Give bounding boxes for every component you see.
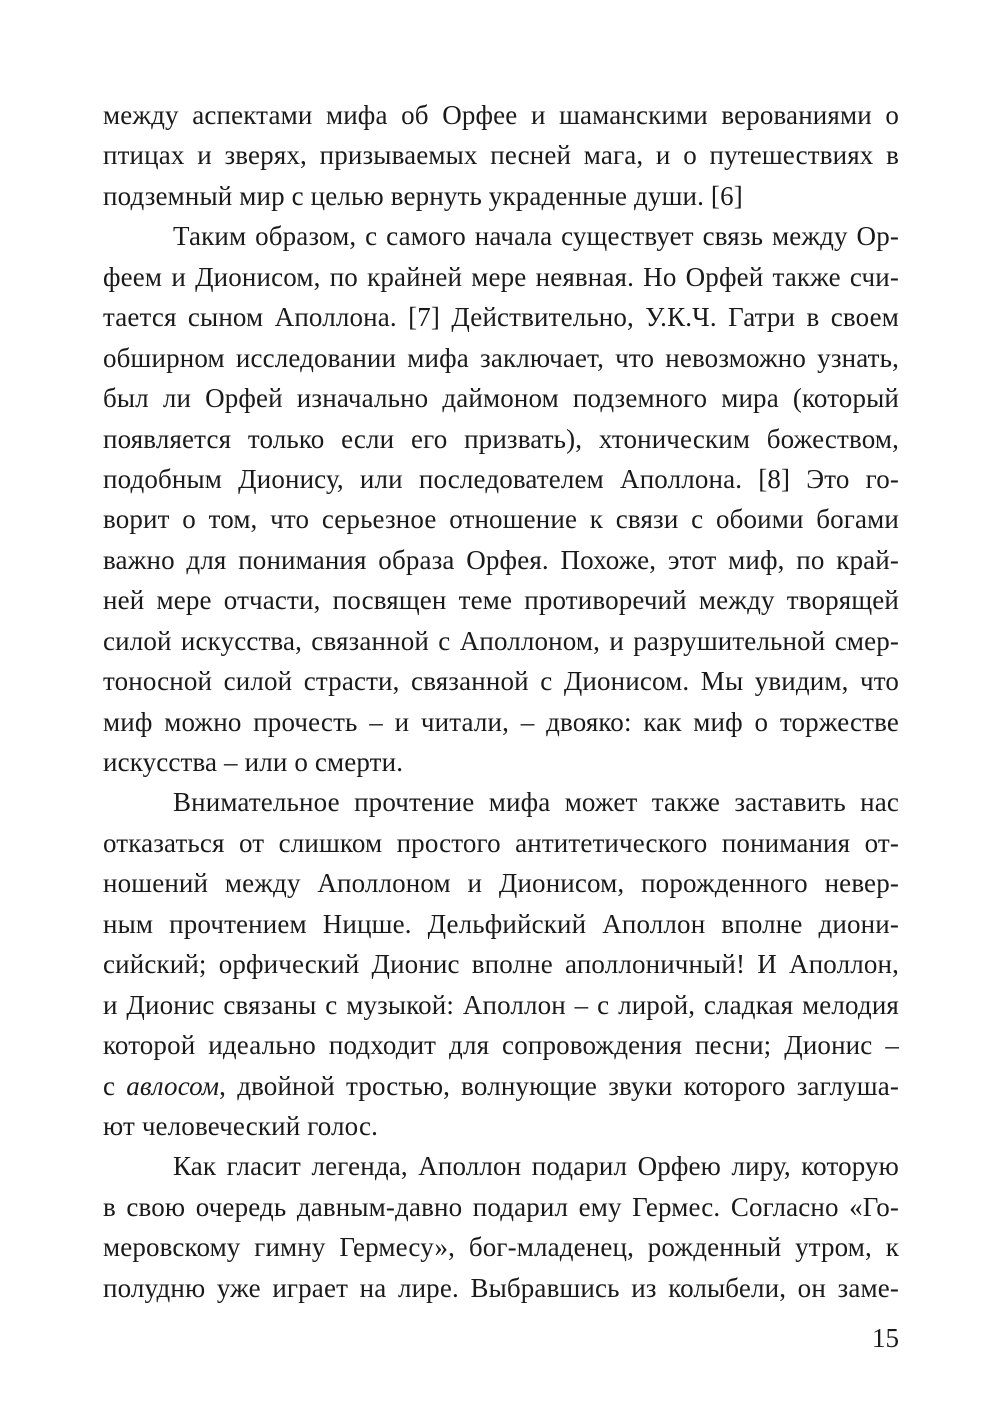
text-line: ным прочтением Ницше. Дельфийский Аполлон вполне диони- bbox=[103, 908, 899, 939]
text-line: ношений между Аполлоном и Дионисом, порожденного невер- bbox=[103, 868, 899, 899]
paragraph bbox=[103, 782, 899, 1146]
paragraph bbox=[103, 95, 899, 216]
text-line bbox=[103, 1066, 899, 1106]
text-line: полудню уже играет на лире. Выбравшись из колыбели, он заме- bbox=[103, 1272, 899, 1303]
paragraph bbox=[103, 216, 899, 782]
text-line: подобным Дионису, или последователем Аполлона. [8] Это го- bbox=[103, 463, 899, 494]
text-line: тается сыном Аполлона. [7] Действительно, У.К.Ч. Гатри в своем bbox=[103, 302, 899, 333]
text-line: меровскому гимну Гермесу», бог-младенец, рожденный утром, к bbox=[103, 1232, 899, 1263]
text-line: тоносной силой страсти, связанной с Дионисом. Мы увидим, что bbox=[103, 666, 899, 697]
text-line: миф можно прочесть – и читали, – двояко: как миф о торжестве bbox=[103, 706, 899, 737]
text-line: Внимательное прочтение мифа может также заставить нас bbox=[173, 787, 899, 818]
text-line: Таким образом, с самого начала существует связь между Ор- bbox=[173, 221, 899, 252]
text-line: ют человеческий голос. bbox=[103, 1110, 379, 1141]
text-line: обширном исследовании мифа заключает, что невозможно узнать, bbox=[103, 342, 899, 373]
text-line: искусства – или о смерти. bbox=[103, 747, 404, 777]
page-number: 15 bbox=[872, 1323, 899, 1353]
paragraph bbox=[103, 1146, 899, 1308]
text-line: птицах и зверях, призываемых песней мага, и о путешествиях в bbox=[103, 140, 899, 171]
text-line: появляется только если его призвать), хтоническим божеством, bbox=[103, 423, 899, 454]
text-line: в свою очередь давным-давно подарил ему Гермес. Согласно «Го- bbox=[103, 1191, 899, 1222]
text-line: Как гласит легенда, Аполлон подарил Орфею лиру, которую bbox=[173, 1151, 899, 1182]
text-line: силой искусства, связанной с Аполлоном, и разрушительной смер- bbox=[103, 625, 899, 656]
body-text bbox=[103, 95, 899, 1308]
text-line: важно для понимания образа Орфея. Похоже, этот миф, по край- bbox=[103, 544, 899, 575]
text-line: сийский; орфический Дионис вполне аполлоничный! И Аполлон, bbox=[103, 949, 899, 980]
text-line: и Дионис связаны с музыкой: Аполлон – с лирой, сладкая мелодия bbox=[103, 989, 899, 1020]
italic-term: авлосом bbox=[126, 1070, 220, 1101]
text-line: был ли Орфей изначально даймоном подземного мира (который bbox=[103, 383, 899, 414]
text-run: с bbox=[103, 1070, 127, 1101]
text-line: которой идеально подходит для сопровождения песни; Дионис – bbox=[103, 1030, 899, 1061]
text-line: феем и Дионисом, по крайней мере неявная. Но Орфей также счи- bbox=[103, 261, 899, 292]
text-run: , двойной тростью, волнующие звуки которого заглуша- bbox=[219, 1070, 899, 1101]
text-line: между аспектами мифа об Орфее и шаманскими верованиями о bbox=[103, 100, 899, 130]
text-line: ней мере отчасти, посвящен теме противоречий между творящей bbox=[103, 585, 899, 616]
text-line: ворит о том, что серьезное отношение к связи с обоими богами bbox=[103, 504, 899, 535]
text-line: отказаться от слишком простого антитетического понимания от- bbox=[103, 827, 899, 858]
text-line: подземный мир с целью вернуть украденные души. [6] bbox=[103, 180, 743, 211]
